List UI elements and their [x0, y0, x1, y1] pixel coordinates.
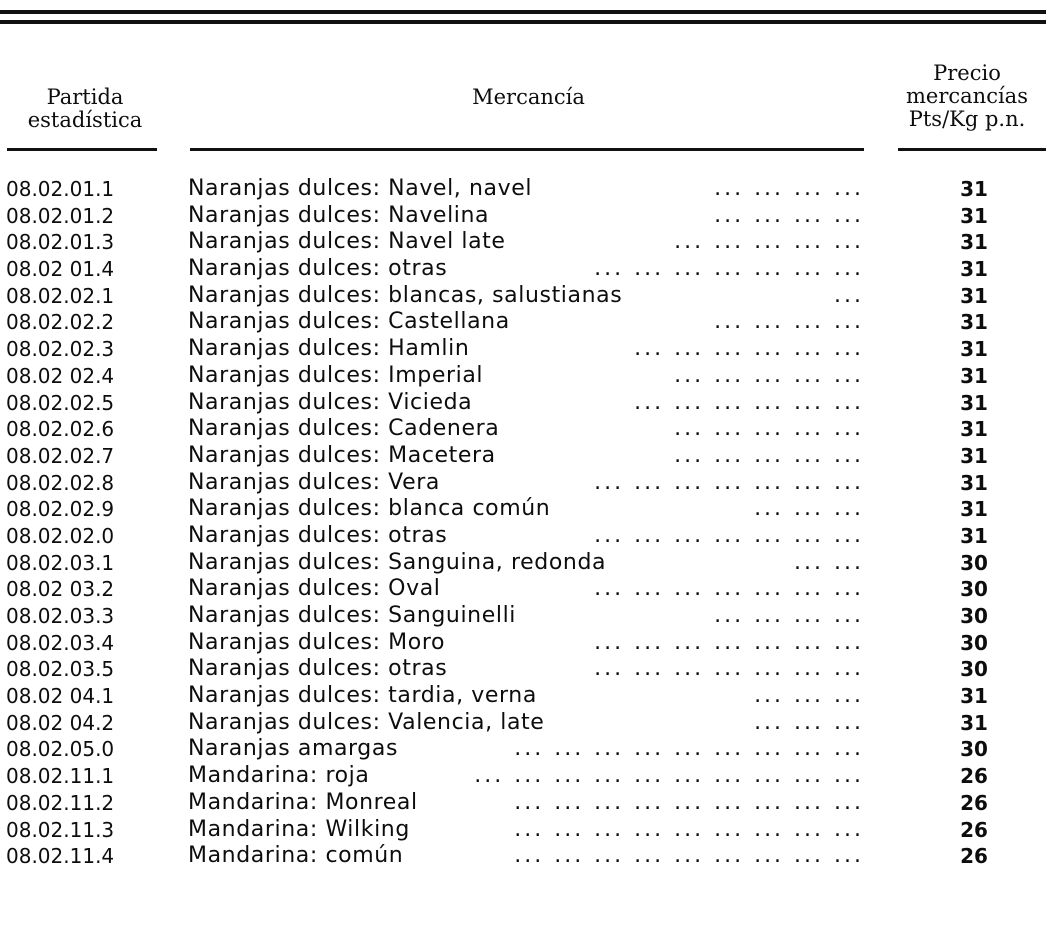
precio-value: 31	[960, 283, 988, 308]
precio-value: 30	[960, 630, 988, 655]
precio-value: 31	[960, 203, 988, 228]
leader-dots: ... ... ... ... ... ... ...	[594, 256, 864, 282]
precio-value: 30	[960, 737, 988, 762]
partida-code: 08.02.11.4	[6, 844, 115, 869]
precio-value: 30	[960, 604, 988, 628]
precio-value: 31	[960, 310, 988, 335]
precio-value: 31	[960, 684, 988, 709]
table-row	[0, 443, 1046, 470]
mercancia-description: Naranjas dulces: otras	[188, 656, 448, 682]
leader-dots: ... ... ... ... ... ... ...	[594, 629, 864, 655]
mercancia-cell	[188, 496, 866, 522]
mercancia-cell	[188, 843, 866, 869]
partida-code: 08.02.01.2	[6, 203, 115, 228]
leader-dots: ... ... ... ... ... ... ... ... ...	[514, 736, 864, 762]
mercancia-cell	[188, 683, 866, 709]
mercancia-description: Naranjas dulces: Sanguinelli	[188, 603, 517, 628]
mercancia-description: Naranjas dulces: Hamlin	[188, 336, 470, 362]
partida-code: 08.02.03.4	[6, 630, 115, 655]
leader-dots: ... ... ... ... ... ... ... ... ...	[514, 816, 864, 842]
table-row	[0, 656, 1046, 683]
mercancia-description: Naranjas dulces: Moro	[188, 629, 446, 655]
table-row	[0, 229, 1046, 256]
mercancia-cell	[188, 363, 866, 389]
header-partida-line2: estadística	[27, 108, 143, 132]
partida-code: 08.02 02.4	[6, 363, 115, 388]
leader-dots: ... ... ...	[754, 496, 864, 522]
leader-dots: ... ... ... ... ... ... ...	[594, 469, 864, 495]
partida-code: 08.02.11.3	[6, 817, 115, 842]
partida-code: 08.02.03.1	[6, 550, 115, 575]
leader-dots: ... ... ... ... ... ... ...	[594, 656, 864, 682]
leader-dots: ... ... ... ... ... ...	[634, 336, 864, 362]
precio-value: 31	[960, 417, 988, 442]
precio-value: 31	[960, 523, 988, 548]
table-row	[0, 817, 1046, 844]
mercancia-description: Naranjas dulces: Macetera	[188, 442, 496, 468]
header-precio-line2: mercancías	[906, 84, 1028, 108]
precio-value: 31	[960, 230, 988, 255]
mercancia-cell	[188, 203, 866, 229]
table-row	[0, 416, 1046, 443]
mercancia-cell	[188, 309, 866, 335]
leader-dots: ... ... ... ... ... ... ...	[594, 576, 864, 602]
table-row	[0, 176, 1046, 203]
mercancia-cell	[188, 229, 866, 255]
partida-code: 08.02 01.4	[6, 257, 115, 282]
mercancia-cell	[188, 523, 866, 549]
header-mercancia	[190, 86, 867, 109]
partida-code: 08.02.02.2	[6, 310, 115, 335]
table-row	[0, 790, 1046, 817]
mercancia-cell	[188, 710, 866, 736]
mercancia-description: Mandarina: Wilking	[188, 816, 410, 842]
mercancia-description: Naranjas dulces: Sanguina, redonda	[188, 549, 607, 575]
table-row	[0, 550, 1046, 577]
partida-code: 08.02.03.5	[6, 657, 115, 682]
table-row	[0, 576, 1046, 603]
table-row	[0, 736, 1046, 763]
leader-dots: ... ... ... ... ... ... ...	[594, 522, 864, 548]
partida-code: 08.02.02.9	[6, 497, 115, 522]
tariff-table-body	[0, 176, 1046, 870]
mercancia-description: Naranjas dulces: tardia, verna	[188, 683, 537, 709]
header-partida	[0, 86, 170, 132]
leader-dots: ... ... ... ...	[714, 176, 864, 201]
partida-code: 08.02.02.5	[6, 390, 115, 415]
partida-code: 08.02 03.2	[6, 577, 115, 602]
partida-code: 08.02 04.1	[6, 684, 115, 709]
precio-value: 26	[960, 817, 988, 842]
leader-dots: ... ... ... ... ... ... ... ... ... ...	[474, 763, 864, 789]
table-row	[0, 843, 1046, 870]
table-row	[0, 523, 1046, 550]
precio-value: 31	[960, 257, 988, 282]
partida-code: 08.02.02.3	[6, 337, 115, 362]
leader-dots: ... ... ... ... ...	[674, 416, 864, 442]
header-precio-line3: Pts/Kg p.n.	[908, 107, 1026, 131]
table-row	[0, 363, 1046, 390]
mercancia-cell	[188, 176, 866, 202]
mercancia-description: Naranjas dulces: Castellana	[188, 309, 510, 335]
leader-dots: ... ... ... ...	[714, 309, 864, 335]
leader-dots: ... ... ... ... ... ... ... ... ...	[514, 789, 864, 815]
mercancia-description: Naranjas dulces: Navelina	[188, 202, 490, 228]
precio-value: 31	[960, 363, 988, 388]
top-double-rule-lower	[0, 20, 1046, 24]
partida-code: 08.02.11.2	[6, 790, 115, 815]
precio-value: 26	[960, 844, 988, 869]
partida-code: 08.02.02.6	[6, 417, 115, 442]
mercancia-description: Naranjas dulces: Cadenera	[188, 416, 500, 442]
table-row	[0, 683, 1046, 710]
mercancia-description: Naranjas dulces: Imperial	[188, 362, 484, 388]
table-row	[0, 256, 1046, 283]
leader-dots: ... ... ... ...	[714, 603, 864, 628]
partida-code: 08.02.11.1	[6, 764, 115, 789]
precio-value: 30	[960, 577, 988, 602]
mercancia-cell	[188, 283, 866, 309]
mercancia-cell	[188, 470, 866, 496]
precio-value: 26	[960, 764, 988, 789]
mercancia-description: Naranjas dulces: otras	[188, 256, 448, 282]
mercancia-description: Mandarina: Monreal	[188, 789, 418, 815]
partida-code: 08.02.05.0	[6, 737, 115, 762]
header-precio	[888, 62, 1046, 131]
mercancia-cell	[188, 576, 866, 602]
header-precio-line1: Precio	[933, 61, 1001, 85]
partida-code: 08.02.01.1	[6, 177, 115, 201]
mercancia-description: Naranjas dulces: otras	[188, 522, 448, 548]
mercancia-cell	[188, 443, 866, 469]
leader-dots: ... ... ... ... ...	[674, 442, 864, 468]
precio-value: 26	[960, 790, 988, 815]
header-mercancia-label: Mercancía	[472, 85, 585, 109]
mercancia-description: Naranjas dulces: Vera	[188, 469, 440, 495]
precio-value: 31	[960, 443, 988, 468]
table-row	[0, 336, 1046, 363]
table-row	[0, 390, 1046, 417]
precio-value: 31	[960, 390, 988, 415]
partida-code: 08.02.02.0	[6, 523, 115, 548]
table-row	[0, 630, 1046, 657]
table-row	[0, 710, 1046, 737]
precio-value: 31	[960, 470, 988, 495]
partida-code: 08.02 04.2	[6, 710, 115, 735]
header-underline-partida	[7, 148, 157, 151]
mercancia-description: Mandarina: roja	[188, 763, 370, 789]
leader-dots: ... ... ...	[754, 683, 864, 709]
leader-dots: ... ... ... ... ... ... ... ... ...	[514, 843, 864, 869]
mercancia-description: Naranjas dulces: Navel, navel	[188, 176, 533, 201]
partida-code: 08.02.03.3	[6, 604, 115, 628]
mercancia-description: Naranjas dulces: Valencia, late	[188, 709, 545, 735]
mercancia-cell	[188, 603, 866, 629]
leader-dots: ... ... ... ... ...	[674, 362, 864, 388]
mercancia-description: Mandarina: común	[188, 843, 404, 869]
header-underline-mercancia	[190, 148, 864, 151]
precio-value: 31	[960, 497, 988, 522]
mercancia-description: Naranjas dulces: blanca común	[188, 496, 551, 522]
leader-dots: ... ...	[794, 549, 864, 575]
mercancia-cell	[188, 817, 866, 843]
table-row	[0, 283, 1046, 310]
header-partida-line1: Partida	[46, 85, 124, 109]
header-underline-precio	[898, 148, 1046, 151]
leader-dots: ... ... ... ... ... ...	[634, 389, 864, 415]
precio-value: 30	[960, 657, 988, 682]
table-row	[0, 496, 1046, 523]
mercancia-cell	[188, 790, 866, 816]
table-row	[0, 309, 1046, 336]
mercancia-description: Naranjas dulces: Vicieda	[188, 389, 473, 415]
partida-code: 08.02.02.8	[6, 470, 115, 495]
mercancia-cell	[188, 736, 866, 762]
leader-dots: ... ... ... ... ...	[674, 229, 864, 255]
mercancia-cell	[188, 256, 866, 282]
leader-dots: ...	[834, 282, 864, 308]
mercancia-cell	[188, 336, 866, 362]
partida-code: 08.02.02.1	[6, 283, 115, 308]
mercancia-cell	[188, 390, 866, 416]
mercancia-description: Naranjas dulces: Navel late	[188, 229, 506, 255]
partida-code: 08.02.02.7	[6, 443, 115, 468]
mercancia-cell	[188, 550, 866, 576]
mercancia-cell	[188, 763, 866, 789]
table-row	[0, 203, 1046, 230]
mercancia-cell	[188, 416, 866, 442]
precio-value: 30	[960, 550, 988, 575]
top-double-rule-upper	[0, 10, 1046, 14]
leader-dots: ... ... ... ...	[714, 202, 864, 228]
table-row	[0, 763, 1046, 790]
mercancia-description: Naranjas amargas	[188, 736, 399, 762]
precio-value: 31	[960, 337, 988, 362]
precio-value: 31	[960, 710, 988, 735]
mercancia-cell	[188, 656, 866, 682]
mercancia-cell	[188, 630, 866, 656]
leader-dots: ... ... ...	[754, 709, 864, 735]
precio-value: 31	[960, 177, 988, 201]
table-row	[0, 470, 1046, 497]
mercancia-description: Naranjas dulces: Oval	[188, 576, 441, 602]
mercancia-description: Naranjas dulces: blancas, salustianas	[188, 282, 623, 308]
table-row	[0, 603, 1046, 630]
partida-code: 08.02.01.3	[6, 230, 115, 255]
